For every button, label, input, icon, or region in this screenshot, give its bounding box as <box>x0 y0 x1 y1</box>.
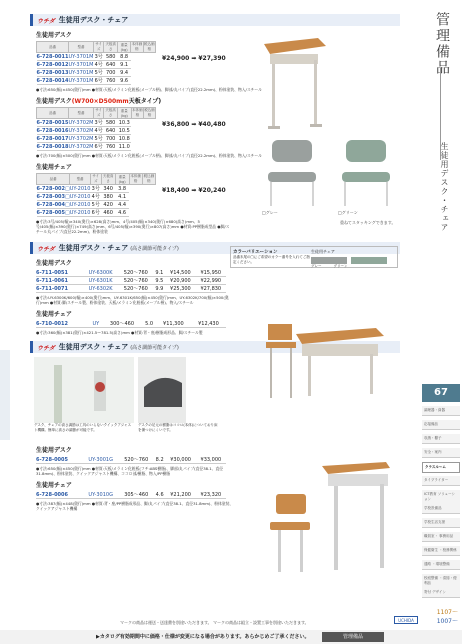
cell-price: ¥30,000 <box>165 456 195 464</box>
heading-highlight: (W700×D500mm <box>71 98 129 105</box>
cell-h: 305～460 <box>119 491 154 499</box>
cell-w: 10.8 <box>118 135 130 142</box>
product-heading <box>36 96 400 105</box>
price: ¥18,400 ➡ ¥20,240 <box>162 187 226 194</box>
bottom-page-refs <box>437 607 458 625</box>
spec-note: ●寸法:700(幅)×500(奥行)mm ●材質:天板/メラミン化粧板(メープル柄)、脚部/丸パイプ(直径22.2mm)、粉体塗装、物入/スチール <box>36 153 262 158</box>
sidebar-index-item[interactable]: 安全・案内 <box>422 448 460 458</box>
cell-h: 420 <box>101 201 115 209</box>
spec-note: ●寸法:UY-6300K/600(幅)×400(奥行)mm、UY-6301K/650(幅)×450(奥行)mm、UY-6302K/700(幅)×500(奥行)mm ●材質:脚/スチール製、粉体塗装、天板/メラミン化粧板(メープル柄)、物入/スチール <box>36 295 229 305</box>
table-row <box>36 320 226 328</box>
table-header: 品番 <box>37 42 69 53</box>
table-header: 重量(kg) <box>115 174 129 185</box>
table-header: 税込価格 <box>144 42 155 51</box>
table-row <box>37 209 156 217</box>
cell-code: 6-728-002□ <box>36 185 70 192</box>
color-tag-gray: □グレー <box>262 210 278 215</box>
table-row <box>36 285 226 293</box>
cell-w: 9.9 <box>155 285 164 292</box>
section-title: 生徒用デスク・チェア <box>58 16 129 24</box>
cell-w: 8.8 <box>118 53 131 61</box>
table-row <box>37 53 156 61</box>
cell-price: ¥14,500 <box>165 269 195 277</box>
table-header: サイズ <box>95 108 103 117</box>
cell-code: 6-728-0017 <box>36 135 69 142</box>
table-header: 型番 <box>68 108 93 119</box>
swatch-green-label: グリーン <box>333 264 348 268</box>
cell-code: 6-711-0051 <box>36 269 83 277</box>
product-heading: 生徒用チェア <box>36 164 72 171</box>
cell-size: 3号 <box>94 54 103 60</box>
sidebar-index-item[interactable]: 職員室・ 事務用品 <box>422 532 460 542</box>
cell-code: 6-728-005□ <box>36 209 70 216</box>
cell-model: UY-3702M <box>68 135 94 142</box>
page-number: 67 <box>422 384 460 402</box>
table-row <box>37 69 156 77</box>
sidebar-index-item[interactable]: 応接備品 <box>422 420 460 430</box>
cell-h: 640 <box>105 127 116 134</box>
cell-price: ¥25,300 <box>165 285 195 293</box>
cell-model: UY-6301K <box>83 277 118 285</box>
catalog-note: ▶カタログ有効期間中に価格・仕様が変更になる場合があります。あらかじめご了承ください。 <box>96 634 310 640</box>
cell-model: UY <box>90 320 101 328</box>
cell-code: 6-711-0071 <box>36 285 83 293</box>
color-variation-box <box>230 246 398 268</box>
sidebar <box>414 0 462 644</box>
table-header: 型番 <box>68 42 93 53</box>
cell-code: 6-710-0012 <box>36 320 90 328</box>
cell-model: UY-3701M <box>68 77 94 84</box>
cell-h: 520～760 <box>118 285 153 293</box>
cell-size: 5号 <box>91 202 100 208</box>
base-price: ¥36,800 <box>162 121 190 128</box>
table-row <box>37 193 156 201</box>
cell-model: UY-3010G <box>83 491 119 499</box>
cell-model: UY-3701M <box>68 61 94 68</box>
cell-model: UY-3702M <box>68 119 94 126</box>
cell-h: 520～760 <box>119 456 154 464</box>
cell-model: UY-3702M <box>68 127 94 134</box>
table-header: サイズ <box>92 174 100 183</box>
cell-h: 520～760 <box>118 269 153 277</box>
sidebar-index-item[interactable]: 通路 ・環境整備 <box>422 560 460 570</box>
product-heading: 生徒用チェア <box>36 311 72 318</box>
cell-taxprice: ¥22,990 <box>196 277 226 285</box>
cell-model: UY-2010 <box>69 201 91 208</box>
cell-code: 6-728-0013 <box>36 69 69 76</box>
cell-h: 340 <box>101 185 115 193</box>
spec-note: ●寸法:3号/405(幅)×340(奥行)×628(高さ)mm、4号/405(幅)×340(奥行)×680(高さ)mm、5号/405(幅)×390(奥行)×749(高さ)mm、6号/405(幅)×390(奥行)×807(高さ)mm ●材質:PP樹脂成型品 ●脚/スチール丸パイプ(直径22.2mm)、粉体塗装 <box>36 219 230 234</box>
cell-model: UY-6300K <box>83 269 118 277</box>
cell-model: UY-6302K <box>83 285 118 293</box>
cell-model: UY-2010 <box>69 193 91 200</box>
sidebar-index-item[interactable]: 学校生活支援 <box>422 518 460 528</box>
table-header: 本体価格 <box>132 108 143 117</box>
table-header: 品番 <box>37 108 69 119</box>
table-row <box>36 277 226 285</box>
cell-code: 6-728-0018 <box>36 143 69 150</box>
sidebar-index-item[interactable]: クラスルーム <box>422 462 460 473</box>
product-heading: 生徒用デスク <box>36 260 72 267</box>
table-header: 天板高さ <box>105 108 116 117</box>
cell-size: 3号 <box>94 120 103 126</box>
cell-h: 520～760 <box>118 277 153 285</box>
spec-note: ●寸法:650(幅)×450(奥行)mm ●材質:天板/メラミン化粧板(メープル柄)、脚部/丸パイプ(直径22.2mm)、粉体塗装、物入/スチール <box>36 87 262 92</box>
table-header: 税込価格 <box>143 174 155 183</box>
spec-note: ●寸法:650(幅)×450(奥行)mm ●材質:天板/メラミン化粧板(フチ:ABS樹脂)、脚部/丸パイプ(直径38.1、直径31.8mm)、粉体塗装、クイックアジャスト機構、ココロ部/樹脂、物入/PP樹脂 <box>36 466 224 476</box>
sidebar-index-item[interactable]: ICT教育 ソリューション <box>422 490 460 505</box>
swatch-labels <box>311 264 387 269</box>
section-heading <box>30 14 400 26</box>
cell-w: 10.3 <box>118 119 130 126</box>
cell-w: 8.2 <box>155 456 164 463</box>
page-ref-2[interactable]: 1007～ <box>436 618 458 625</box>
subcategory-title: 生徒用デスク・チェア <box>440 142 449 232</box>
product-heading: 生徒用デスク <box>36 447 72 454</box>
product-block <box>30 41 400 85</box>
swatch-green <box>351 257 387 264</box>
cell-w: 11.0 <box>118 143 130 150</box>
cell-code: 6-728-0012 <box>36 61 69 68</box>
cell-size: 6号 <box>91 210 100 216</box>
sidebar-index-item[interactable]: 学校設備品 <box>422 504 460 514</box>
table-row <box>36 491 226 499</box>
swatch-row <box>311 257 387 264</box>
brand-logo: ウチダ <box>37 344 55 352</box>
brand-logo: ウチダ <box>37 17 55 25</box>
cell-price: ¥21,200 <box>165 491 195 499</box>
cell-w: 4.1 <box>115 193 129 201</box>
table-row <box>37 61 156 69</box>
cell-h: 300～460 <box>102 320 143 328</box>
price: ¥36,800 ➡ ¥40,480 <box>162 121 226 128</box>
table-row <box>37 77 156 85</box>
footer <box>0 630 462 644</box>
spec-note: ●寸法:360(幅)×381(奥行)×421.5～781.5(高さ)mm ●材質:背・座/樹脂成形品、脚/スチール製 <box>36 330 203 335</box>
sidebar-index-item[interactable]: タイプライター <box>422 476 460 486</box>
cell-h: 640 <box>104 61 118 69</box>
table-row <box>36 269 226 277</box>
table-row <box>36 456 226 464</box>
section-subtitle: (高さ調節可能タイプ) <box>130 344 179 351</box>
cell-h: 760 <box>104 77 118 85</box>
brand-logo: ウチダ <box>37 245 55 253</box>
cell-taxprice: ¥23,320 <box>196 491 226 499</box>
cell-code: 6-728-003□ <box>36 193 70 200</box>
adjust-photo-left <box>34 357 134 423</box>
cell-code: 6-728-004□ <box>36 201 70 208</box>
adjust-photo-right <box>138 357 186 423</box>
cell-w: 5.0 <box>142 320 155 328</box>
heading-tail: 天板タイプ) <box>128 98 162 105</box>
table-row <box>37 143 156 151</box>
swatch-gray <box>311 257 347 264</box>
cell-w: 4.6 <box>155 491 164 498</box>
sidebar-index-item[interactable]: 校庭整備 ・清掃・便利品 <box>422 574 460 589</box>
table-row <box>37 185 156 193</box>
swatch-gray-label: グレー <box>311 264 322 268</box>
table-header: 品番 <box>37 174 70 185</box>
cell-code: 6-728-0011 <box>36 53 69 60</box>
product-heading: 生徒用デスク <box>36 32 72 39</box>
table-row <box>37 119 156 127</box>
color-title: カラーバリエーション <box>233 250 278 255</box>
cell-model: UY-3001G <box>83 456 119 464</box>
cell-w: 4.4 <box>115 201 129 209</box>
category-title: 管理備品 <box>434 12 450 76</box>
table-row <box>37 127 156 135</box>
section-title: 生徒用デスク・チェア <box>58 343 129 351</box>
cell-size: 5号 <box>94 70 103 76</box>
maker-logo: UCHIDA <box>394 616 418 624</box>
cell-size: 3号 <box>91 186 100 192</box>
cell-code: 6-728-0015 <box>36 119 69 126</box>
cell-model: UY-3701M <box>68 53 94 60</box>
cell-w: 9.5 <box>155 277 164 284</box>
color-explain <box>233 249 311 269</box>
spec-table <box>36 107 156 151</box>
legend-text: マークの商品は運送・送達費を別途いただきます。 マークの商品は組立・設置工事を別途いただきます。 <box>120 620 309 625</box>
table-header: 天板高さ <box>102 174 114 183</box>
cell-w: 9.1 <box>155 269 164 276</box>
spec-table <box>36 41 156 85</box>
table-row <box>37 201 156 209</box>
cell-model: UY-2010 <box>69 185 91 192</box>
sidebar-index-item[interactable]: 収納・棚子 <box>422 434 460 444</box>
color-swatches <box>311 249 387 269</box>
cell-size: 4号 <box>91 194 100 200</box>
cell-w: 9.6 <box>118 77 131 85</box>
color-note: 品番末尾の□にご希望のカラー番号を入れてご指定ください。 <box>233 255 310 264</box>
cell-code: 6-728-0014 <box>36 77 69 84</box>
cell-code: 6-728-0005 <box>36 456 83 464</box>
cell-size: 6号 <box>94 144 103 150</box>
chair-gray-illustration <box>258 138 328 208</box>
cell-taxprice: ¥12,430 <box>191 320 226 328</box>
table-header: 本体価格 <box>130 174 141 183</box>
cell-code: 6-728-0006 <box>36 491 83 499</box>
cell-w: 10.5 <box>118 127 130 134</box>
cell-w: 9.4 <box>118 69 131 77</box>
spec-note: ●寸法:387(幅)×448(奥行)mm ●材質:背・座/PP樹脂成形品、脚/丸パイプ(直径38.1、直径31.8mm)、粉体塗装、クイックアジャスト機構 <box>36 501 234 511</box>
spec-table <box>36 456 226 464</box>
cell-w: 4.6 <box>115 209 129 217</box>
cell-model: UY-2010 <box>69 209 91 216</box>
color-tag-green: □グリーン <box>338 210 358 215</box>
cell-h: 580 <box>104 53 118 61</box>
cell-price: ¥20,900 <box>165 277 195 285</box>
desk-illustration <box>258 34 328 134</box>
cell-code: 6-711-0061 <box>36 277 83 285</box>
cell-h: 700 <box>105 135 116 142</box>
cell-model: UY-3701M <box>68 69 94 76</box>
left-decor <box>0 350 10 440</box>
table-header: 税込価格 <box>144 108 155 117</box>
cell-size: 5号 <box>94 136 103 142</box>
cell-h: 700 <box>104 69 118 77</box>
cell-size: 4号 <box>94 128 103 134</box>
tax-price: ¥27,390 <box>198 55 226 62</box>
caption: デスクの足元の樹脂はココロ(本体)についており床を傷つけにくいです。 <box>138 423 218 432</box>
sidebar-index-item[interactable]: 調理器・資器 <box>422 406 460 416</box>
base-price: ¥24,900 <box>162 55 190 62</box>
cell-w: 9.1 <box>118 61 131 69</box>
page-ref-1[interactable]: 1107～ <box>436 609 458 616</box>
tax-price: ¥40,480 <box>198 121 226 128</box>
table-header: 重量(kg) <box>117 108 131 119</box>
cell-h: 580 <box>105 119 116 126</box>
table-header: 本体価格 <box>131 42 143 51</box>
price: ¥24,900 ➡ ¥27,390 <box>162 55 226 62</box>
sidebar-index-item[interactable]: 寄付 デザイン <box>422 588 460 598</box>
cell-h: 760 <box>105 143 116 150</box>
cell-taxprice: ¥33,000 <box>196 456 226 464</box>
cell-h: 380 <box>101 193 115 201</box>
chair-green-illustration <box>336 138 396 208</box>
product-heading: 生徒用チェア <box>36 482 72 489</box>
color-chair-label: 生徒用チェア <box>311 249 335 254</box>
cell-taxprice: ¥15,950 <box>196 269 226 277</box>
tax-price: ¥20,240 <box>198 187 226 194</box>
cell-w: 3.8 <box>115 185 129 193</box>
spec-table <box>36 269 226 293</box>
heading-text: 生徒用デスク <box>36 98 72 105</box>
cell-price: ¥11,300 <box>156 320 191 328</box>
quick-adjust-desk-set-illustration <box>262 460 392 578</box>
cell-code: 6-728-0016 <box>36 127 69 134</box>
table-row <box>37 135 156 143</box>
category-badge: 管理備品 <box>322 632 384 642</box>
table-header: 重量(kg) <box>118 42 131 53</box>
cell-model: UY-3702M <box>68 143 94 150</box>
table-header: 型番 <box>70 174 91 185</box>
spec-table <box>36 173 156 217</box>
caption: デスク、チェアの高さ調節は工具のいらないクイックアジャスト機構。簡単に高さの調節が可能です。 <box>34 423 132 432</box>
spec-table <box>36 320 226 328</box>
table-header: 天板高さ <box>105 42 116 51</box>
cell-taxprice: ¥27,830 <box>196 285 226 293</box>
cell-h: 460 <box>101 209 115 217</box>
cell-size: 6号 <box>94 78 103 84</box>
section-title: 生徒用デスク・チェア <box>58 244 129 252</box>
spec-table <box>36 491 226 499</box>
cell-size: 4号 <box>94 62 103 68</box>
section-subtitle: (高さ調節可能タイプ) <box>130 245 179 252</box>
base-price: ¥18,400 <box>162 187 190 194</box>
table-header: サイズ <box>95 42 103 51</box>
adjustable-desk-set-illustration <box>266 320 386 402</box>
stacking-note: 重ねてスタッキングできます。 <box>340 220 396 225</box>
sidebar-index-item[interactable]: 保健衛生 ・校務関係 <box>422 546 460 556</box>
